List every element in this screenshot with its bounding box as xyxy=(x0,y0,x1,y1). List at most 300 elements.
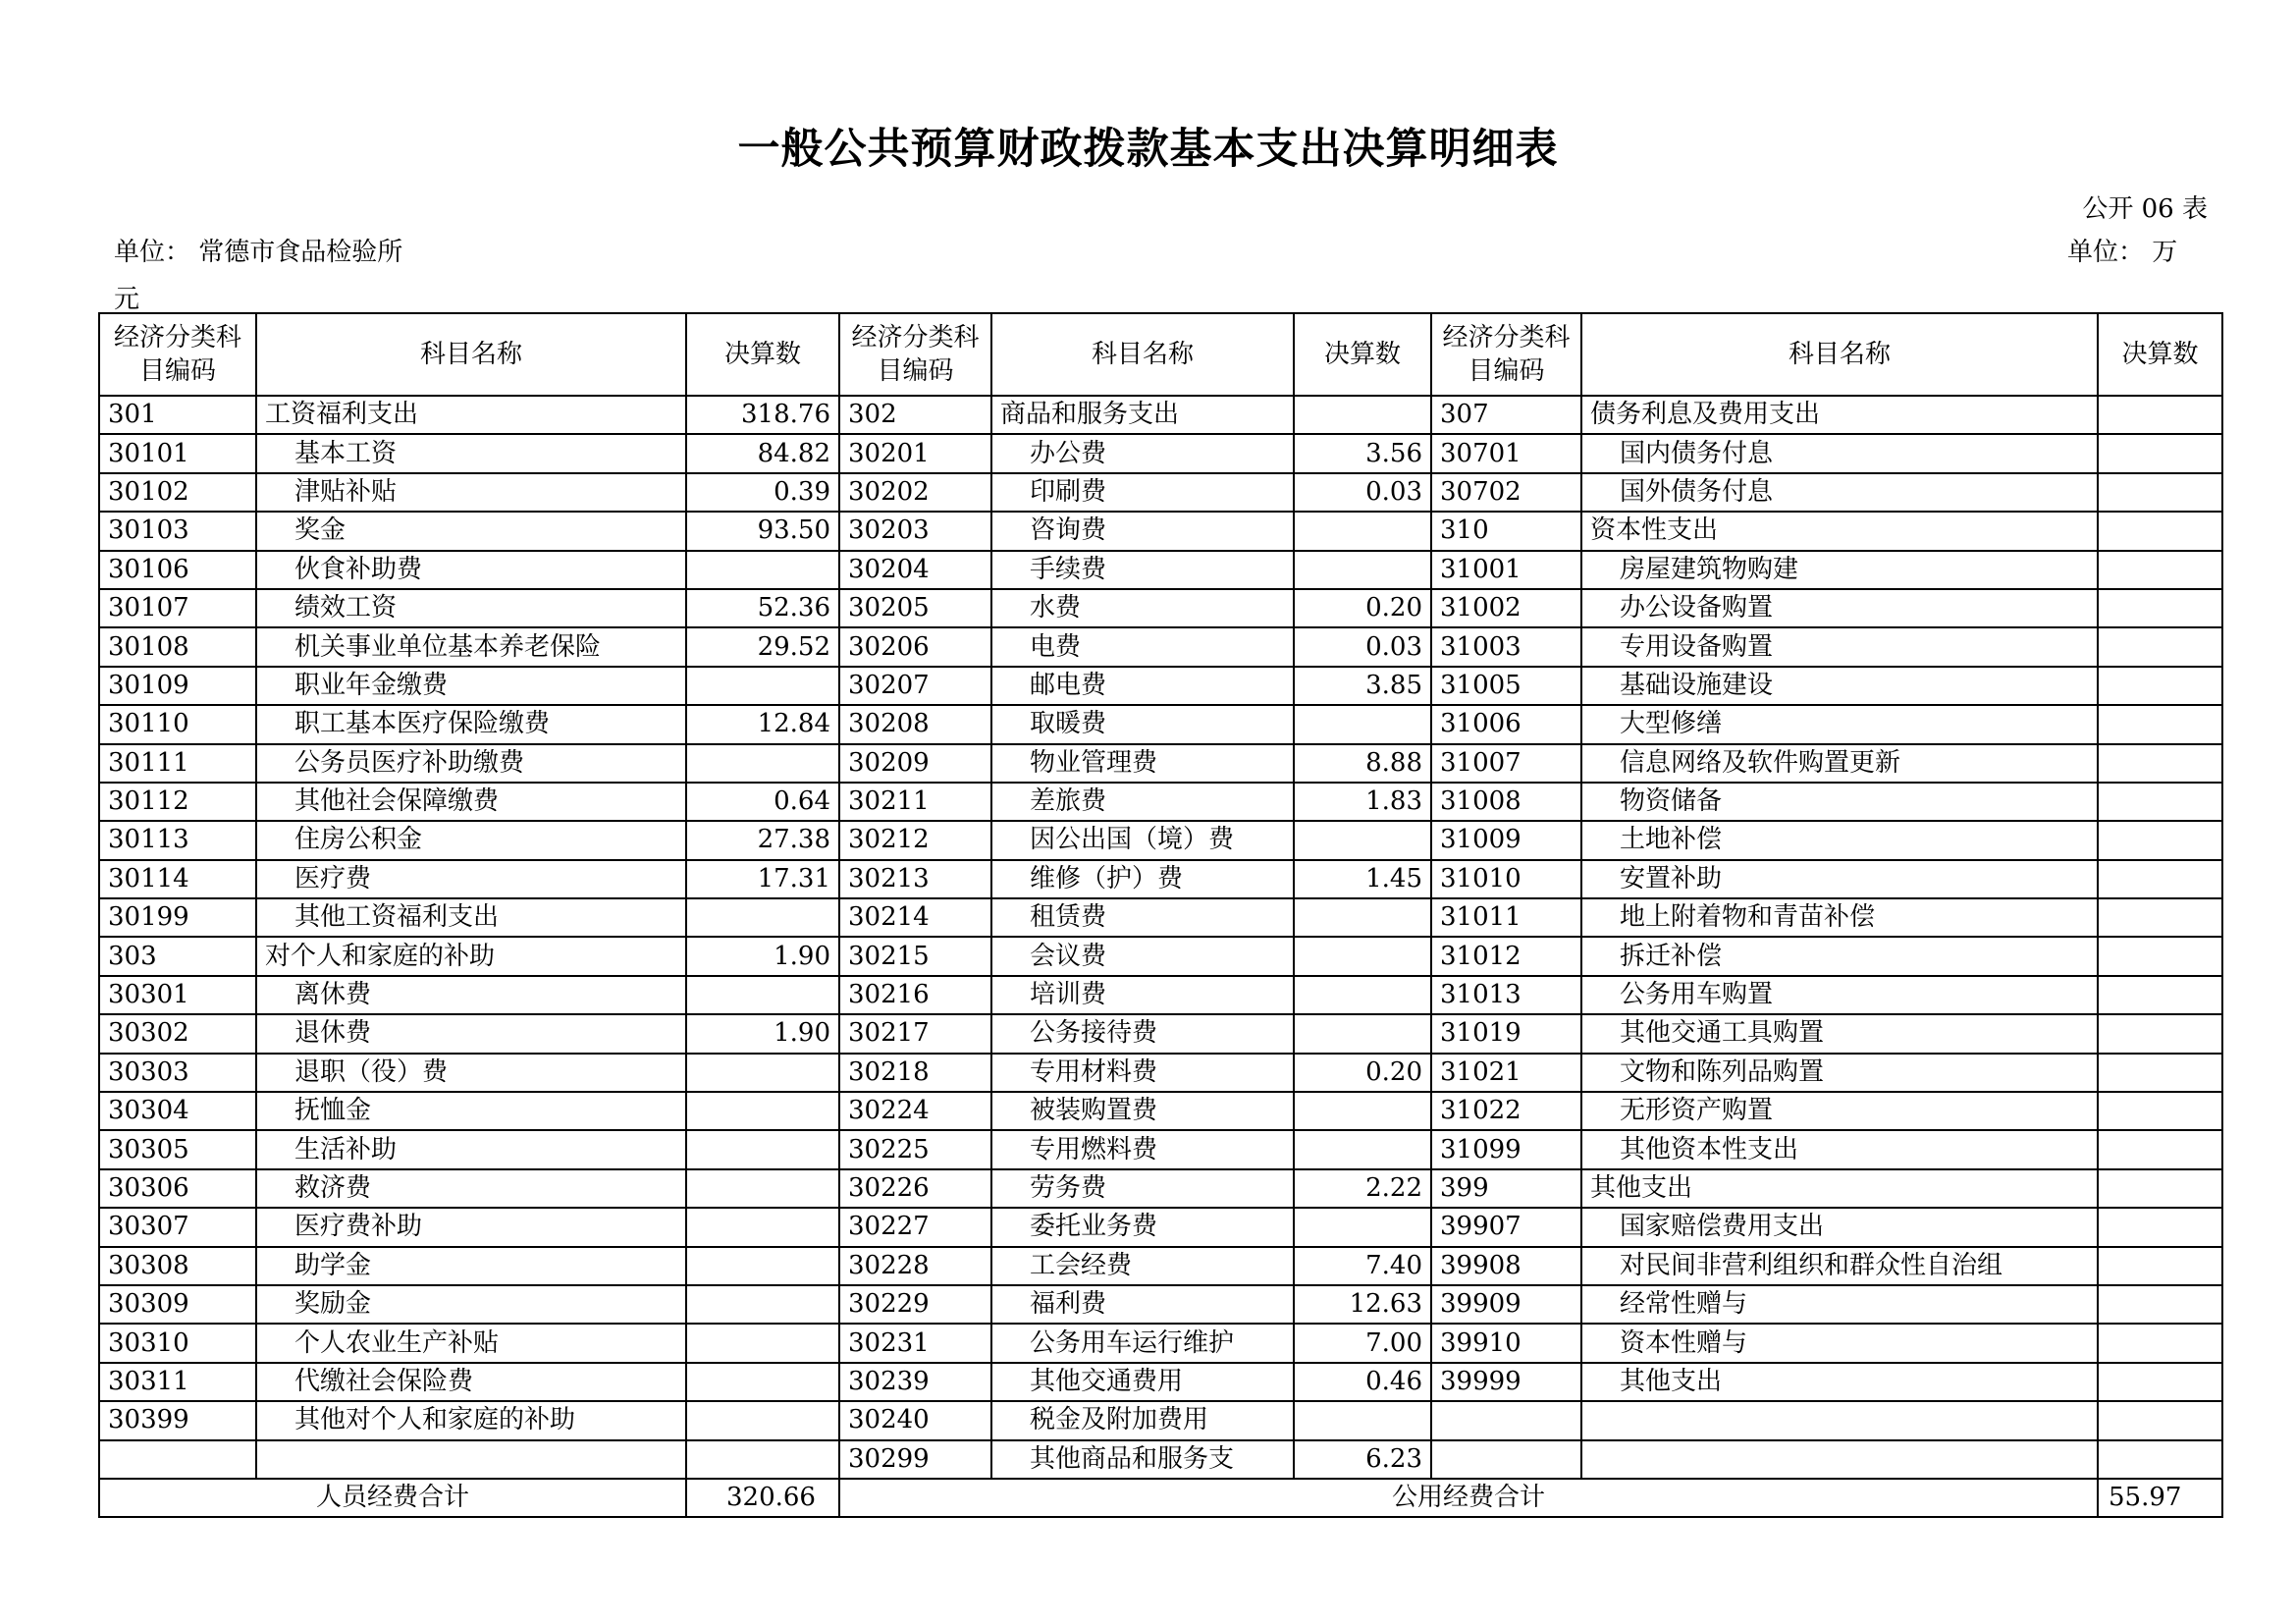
table-row xyxy=(99,512,2222,550)
amount-cell xyxy=(2098,473,2222,512)
name-cell: 房屋建筑物购建 xyxy=(1581,551,2098,589)
name-cell: 奖金 xyxy=(256,512,686,550)
amount-cell xyxy=(2098,1401,2222,1439)
name-cell: 培训费 xyxy=(991,976,1294,1014)
amount-cell: 1.83 xyxy=(1294,783,1431,821)
amount-cell xyxy=(2098,1054,2222,1092)
name-cell xyxy=(1581,1440,2098,1479)
table-row xyxy=(99,1401,2222,1439)
amount-cell: 17.31 xyxy=(686,860,839,898)
name-cell: 被装购置费 xyxy=(991,1092,1294,1130)
code-cell: 30206 xyxy=(839,627,991,666)
amount-cell: 1.90 xyxy=(686,937,839,975)
amount-cell xyxy=(686,1401,839,1439)
expenditure-table xyxy=(98,312,2223,1518)
amount-cell xyxy=(1294,396,1431,434)
amount-cell xyxy=(2098,1208,2222,1246)
code-cell: 30225 xyxy=(839,1130,991,1168)
name-cell: 印刷费 xyxy=(991,473,1294,512)
name-cell: 伙食补助费 xyxy=(256,551,686,589)
code-cell: 30310 xyxy=(99,1324,256,1362)
amount-cell xyxy=(2098,1014,2222,1053)
name-cell: 机关事业单位基本养老保险 xyxy=(256,627,686,666)
name-cell: 其他支出 xyxy=(1581,1169,2098,1208)
table-row xyxy=(99,1169,2222,1208)
amount-cell xyxy=(686,1285,839,1324)
amount-cell xyxy=(2098,1440,2222,1479)
code-cell: 30213 xyxy=(839,860,991,898)
amount-cell: 0.20 xyxy=(1294,589,1431,627)
code-cell: 30227 xyxy=(839,1208,991,1246)
amount-cell xyxy=(1294,1092,1431,1130)
name-cell: 电费 xyxy=(991,627,1294,666)
amount-cell xyxy=(1294,821,1431,859)
name-cell: 职业年金缴费 xyxy=(256,667,686,705)
currency-unit: 单位： 万 xyxy=(2067,238,2178,267)
code-cell: 30305 xyxy=(99,1130,256,1168)
code-cell: 39907 xyxy=(1431,1208,1581,1246)
code-cell: 30306 xyxy=(99,1169,256,1208)
table-row xyxy=(99,898,2222,937)
table-row xyxy=(99,473,2222,512)
totals-row xyxy=(99,1479,2222,1517)
name-cell: 物资储备 xyxy=(1581,783,2098,821)
amount-cell xyxy=(2098,627,2222,666)
code-cell: 30106 xyxy=(99,551,256,589)
amount-cell xyxy=(2098,1092,2222,1130)
code-cell: 30229 xyxy=(839,1285,991,1324)
name-cell: 差旅费 xyxy=(991,783,1294,821)
amount-cell xyxy=(2098,1363,2222,1401)
amount-cell xyxy=(1294,512,1431,550)
name-cell: 办公费 xyxy=(991,434,1294,472)
name-cell: 福利费 xyxy=(991,1285,1294,1324)
table-row xyxy=(99,937,2222,975)
table-row xyxy=(99,1092,2222,1130)
amount-cell xyxy=(686,976,839,1014)
name-cell: 委托业务费 xyxy=(991,1208,1294,1246)
code-cell: 30109 xyxy=(99,667,256,705)
name-cell: 经常性赠与 xyxy=(1581,1285,2098,1324)
amount-cell: 3.56 xyxy=(1294,434,1431,472)
amount-cell xyxy=(2098,434,2222,472)
amount-cell xyxy=(2098,744,2222,783)
name-cell: 基础设施建设 xyxy=(1581,667,2098,705)
code-cell: 31003 xyxy=(1431,627,1581,666)
table-row xyxy=(99,860,2222,898)
code-cell: 30224 xyxy=(839,1092,991,1130)
name-cell: 资本性赠与 xyxy=(1581,1324,2098,1362)
amount-cell: 12.84 xyxy=(686,705,839,743)
amount-cell: 0.03 xyxy=(1294,473,1431,512)
table-row xyxy=(99,1324,2222,1362)
code-cell: 30303 xyxy=(99,1054,256,1092)
personnel-total-value: 320.66 xyxy=(686,1479,839,1517)
amount-cell xyxy=(686,1247,839,1285)
name-cell: 住房公积金 xyxy=(256,821,686,859)
name-cell: 医疗费补助 xyxy=(256,1208,686,1246)
table-row xyxy=(99,434,2222,472)
name-cell: 国外债务付息 xyxy=(1581,473,2098,512)
code-cell: 39999 xyxy=(1431,1363,1581,1401)
name-cell: 对民间非营利组织和群众性自治组 xyxy=(1581,1247,2098,1285)
name-cell: 职工基本医疗保险缴费 xyxy=(256,705,686,743)
header-name-3: 科目名称 xyxy=(1581,313,2098,396)
code-cell: 30214 xyxy=(839,898,991,937)
name-cell: 代缴社会保险费 xyxy=(256,1363,686,1401)
name-cell: 公务员医疗补助缴费 xyxy=(256,744,686,783)
amount-cell: 7.00 xyxy=(1294,1324,1431,1362)
code-cell: 30111 xyxy=(99,744,256,783)
code-cell: 31010 xyxy=(1431,860,1581,898)
code-cell: 30201 xyxy=(839,434,991,472)
name-cell: 其他支出 xyxy=(1581,1363,2098,1401)
amount-cell xyxy=(2098,589,2222,627)
amount-cell xyxy=(686,1169,839,1208)
code-cell: 30112 xyxy=(99,783,256,821)
code-cell: 30215 xyxy=(839,937,991,975)
name-cell: 文物和陈列品购置 xyxy=(1581,1054,2098,1092)
amount-cell xyxy=(686,1130,839,1168)
amount-cell: 6.23 xyxy=(1294,1440,1431,1479)
code-cell: 30204 xyxy=(839,551,991,589)
code-cell: 31012 xyxy=(1431,937,1581,975)
amount-cell xyxy=(2098,1169,2222,1208)
amount-cell xyxy=(1294,898,1431,937)
name-cell: 大型修缮 xyxy=(1581,705,2098,743)
amount-cell xyxy=(686,1208,839,1246)
table-row xyxy=(99,783,2222,821)
amount-cell xyxy=(2098,551,2222,589)
name-cell: 工资福利支出 xyxy=(256,396,686,434)
name-cell: 其他对个人和家庭的补助 xyxy=(256,1401,686,1439)
table-row xyxy=(99,667,2222,705)
code-cell: 399 xyxy=(1431,1169,1581,1208)
amount-cell xyxy=(686,1054,839,1092)
public-total-value: 55.97 xyxy=(2098,1479,2222,1517)
name-cell: 因公出国（境）费 xyxy=(991,821,1294,859)
name-cell: 维修（护）费 xyxy=(991,860,1294,898)
name-cell: 拆迁补偿 xyxy=(1581,937,2098,975)
code-cell: 30199 xyxy=(99,898,256,937)
code-cell: 31007 xyxy=(1431,744,1581,783)
code-cell: 30231 xyxy=(839,1324,991,1362)
amount-cell: 93.50 xyxy=(686,512,839,550)
code-cell: 30217 xyxy=(839,1014,991,1053)
name-cell: 离休费 xyxy=(256,976,686,1014)
name-cell: 专用设备购置 xyxy=(1581,627,2098,666)
name-cell: 助学金 xyxy=(256,1247,686,1285)
amount-cell: 52.36 xyxy=(686,589,839,627)
amount-cell xyxy=(2098,937,2222,975)
code-cell: 30101 xyxy=(99,434,256,472)
amount-cell xyxy=(686,1363,839,1401)
code-cell: 30701 xyxy=(1431,434,1581,472)
table-row xyxy=(99,1363,2222,1401)
name-cell: 土地补偿 xyxy=(1581,821,2098,859)
name-cell xyxy=(1581,1401,2098,1439)
reporting-unit: 单位： 常德市食品检验所 xyxy=(114,238,403,267)
amount-cell xyxy=(2098,860,2222,898)
code-cell: 30114 xyxy=(99,860,256,898)
amount-cell: 29.52 xyxy=(686,627,839,666)
name-cell: 公务接待费 xyxy=(991,1014,1294,1053)
amount-cell xyxy=(1294,937,1431,975)
amount-cell xyxy=(2098,1130,2222,1168)
name-cell: 绩效工资 xyxy=(256,589,686,627)
amount-cell xyxy=(1294,551,1431,589)
amount-cell: 84.82 xyxy=(686,434,839,472)
amount-cell xyxy=(2098,705,2222,743)
table-row xyxy=(99,627,2222,666)
name-cell: 国家赔偿费用支出 xyxy=(1581,1208,2098,1246)
name-cell: 对个人和家庭的补助 xyxy=(256,937,686,975)
code-cell: 39910 xyxy=(1431,1324,1581,1362)
amount-cell: 7.40 xyxy=(1294,1247,1431,1285)
code-cell: 30228 xyxy=(839,1247,991,1285)
header-name-1: 科目名称 xyxy=(256,313,686,396)
table-row xyxy=(99,821,2222,859)
name-cell: 津贴补贴 xyxy=(256,473,686,512)
code-cell: 30110 xyxy=(99,705,256,743)
name-cell: 信息网络及软件购置更新 xyxy=(1581,744,2098,783)
amount-cell xyxy=(686,1324,839,1362)
name-cell: 邮电费 xyxy=(991,667,1294,705)
name-cell: 其他社会保障缴费 xyxy=(256,783,686,821)
public-total-label: 公用经费合计 xyxy=(839,1479,2098,1517)
amount-cell xyxy=(686,551,839,589)
code-cell: 30102 xyxy=(99,473,256,512)
amount-cell xyxy=(2098,976,2222,1014)
code-cell: 30702 xyxy=(1431,473,1581,512)
amount-cell xyxy=(686,1440,839,1479)
header-row xyxy=(99,313,2222,396)
code-cell: 307 xyxy=(1431,396,1581,434)
header-amount-2: 决算数 xyxy=(1294,313,1431,396)
name-cell: 公务用车运行维护 xyxy=(991,1324,1294,1362)
code-cell: 302 xyxy=(839,396,991,434)
amount-cell: 1.90 xyxy=(686,1014,839,1053)
name-cell: 商品和服务支出 xyxy=(991,396,1294,434)
amount-cell xyxy=(2098,783,2222,821)
header-code-3: 经济分类科目编码 xyxy=(1431,313,1581,396)
name-cell: 医疗费 xyxy=(256,860,686,898)
table-row xyxy=(99,1014,2222,1053)
code-cell: 30304 xyxy=(99,1092,256,1130)
table-row xyxy=(99,705,2222,743)
name-cell: 手续费 xyxy=(991,551,1294,589)
code-cell: 39908 xyxy=(1431,1247,1581,1285)
page-title: 一般公共预算财政拨款基本支出决算明细表 xyxy=(737,125,1559,174)
name-cell: 其他工资福利支出 xyxy=(256,898,686,937)
name-cell: 咨询费 xyxy=(991,512,1294,550)
amount-cell xyxy=(1294,1208,1431,1246)
code-cell xyxy=(1431,1440,1581,1479)
code-cell: 30108 xyxy=(99,627,256,666)
name-cell: 其他交通费用 xyxy=(991,1363,1294,1401)
amount-cell: 8.88 xyxy=(1294,744,1431,783)
name-cell: 地上附着物和青苗补偿 xyxy=(1581,898,2098,937)
code-cell: 31011 xyxy=(1431,898,1581,937)
code-cell: 310 xyxy=(1431,512,1581,550)
name-cell: 抚恤金 xyxy=(256,1092,686,1130)
code-cell: 30307 xyxy=(99,1208,256,1246)
code-cell: 31001 xyxy=(1431,551,1581,589)
name-cell: 安置补助 xyxy=(1581,860,2098,898)
name-cell xyxy=(256,1440,686,1479)
code-cell: 30211 xyxy=(839,783,991,821)
code-cell: 30308 xyxy=(99,1247,256,1285)
code-cell: 30207 xyxy=(839,667,991,705)
code-cell: 31008 xyxy=(1431,783,1581,821)
table-row xyxy=(99,589,2222,627)
code-cell: 31009 xyxy=(1431,821,1581,859)
code-cell: 30302 xyxy=(99,1014,256,1053)
code-cell: 31019 xyxy=(1431,1014,1581,1053)
code-cell: 30113 xyxy=(99,821,256,859)
code-cell xyxy=(1431,1401,1581,1439)
name-cell: 其他商品和服务支 xyxy=(991,1440,1294,1479)
name-cell: 其他资本性支出 xyxy=(1581,1130,2098,1168)
name-cell: 奖励金 xyxy=(256,1285,686,1324)
name-cell: 工会经费 xyxy=(991,1247,1294,1285)
table-row xyxy=(99,396,2222,434)
code-cell: 31013 xyxy=(1431,976,1581,1014)
code-cell: 31002 xyxy=(1431,589,1581,627)
amount-cell xyxy=(686,744,839,783)
currency-unit-continued: 元 xyxy=(114,285,140,314)
code-cell: 31006 xyxy=(1431,705,1581,743)
code-cell: 30240 xyxy=(839,1401,991,1439)
amount-cell xyxy=(2098,1285,2222,1324)
amount-cell xyxy=(2098,512,2222,550)
name-cell: 专用燃料费 xyxy=(991,1130,1294,1168)
code-cell: 31005 xyxy=(1431,667,1581,705)
code-cell: 31022 xyxy=(1431,1092,1581,1130)
code-cell: 30226 xyxy=(839,1169,991,1208)
name-cell: 生活补助 xyxy=(256,1130,686,1168)
form-number: 公开 06 表 xyxy=(2082,194,2208,224)
amount-cell: 3.85 xyxy=(1294,667,1431,705)
name-cell: 国内债务付息 xyxy=(1581,434,2098,472)
amount-cell xyxy=(2098,1247,2222,1285)
table-row xyxy=(99,976,2222,1014)
amount-cell: 12.63 xyxy=(1294,1285,1431,1324)
amount-cell: 1.45 xyxy=(1294,860,1431,898)
table-row xyxy=(99,551,2222,589)
amount-cell: 318.76 xyxy=(686,396,839,434)
name-cell: 会议费 xyxy=(991,937,1294,975)
header-amount-3: 决算数 xyxy=(2098,313,2222,396)
name-cell: 个人农业生产补贴 xyxy=(256,1324,686,1362)
amount-cell xyxy=(1294,1401,1431,1439)
amount-cell xyxy=(2098,667,2222,705)
amount-cell xyxy=(1294,976,1431,1014)
code-cell: 30212 xyxy=(839,821,991,859)
amount-cell xyxy=(686,1092,839,1130)
table-row xyxy=(99,1054,2222,1092)
code-cell: 30205 xyxy=(839,589,991,627)
amount-cell xyxy=(1294,1130,1431,1168)
table-row xyxy=(99,1247,2222,1285)
name-cell: 租赁费 xyxy=(991,898,1294,937)
code-cell: 31099 xyxy=(1431,1130,1581,1168)
name-cell: 办公设备购置 xyxy=(1581,589,2098,627)
code-cell: 30399 xyxy=(99,1401,256,1439)
amount-cell xyxy=(686,898,839,937)
amount-cell xyxy=(686,667,839,705)
amount-cell xyxy=(1294,1014,1431,1053)
name-cell: 退休费 xyxy=(256,1014,686,1053)
name-cell: 其他交通工具购置 xyxy=(1581,1014,2098,1053)
name-cell: 专用材料费 xyxy=(991,1054,1294,1092)
amount-cell: 0.20 xyxy=(1294,1054,1431,1092)
name-cell: 基本工资 xyxy=(256,434,686,472)
code-cell: 30103 xyxy=(99,512,256,550)
code-cell: 30203 xyxy=(839,512,991,550)
code-cell: 30218 xyxy=(839,1054,991,1092)
name-cell: 债务利息及费用支出 xyxy=(1581,396,2098,434)
code-cell: 30216 xyxy=(839,976,991,1014)
table-row xyxy=(99,1440,2222,1479)
table-row xyxy=(99,1208,2222,1246)
code-cell: 30311 xyxy=(99,1363,256,1401)
amount-cell xyxy=(2098,1324,2222,1362)
code-cell: 30301 xyxy=(99,976,256,1014)
name-cell: 退职（役）费 xyxy=(256,1054,686,1092)
header-name-2: 科目名称 xyxy=(991,313,1294,396)
name-cell: 救济费 xyxy=(256,1169,686,1208)
code-cell: 30309 xyxy=(99,1285,256,1324)
amount-cell xyxy=(2098,821,2222,859)
code-cell: 30107 xyxy=(99,589,256,627)
name-cell: 取暖费 xyxy=(991,705,1294,743)
code-cell: 30202 xyxy=(839,473,991,512)
amount-cell: 0.39 xyxy=(686,473,839,512)
personnel-total-label: 人员经费合计 xyxy=(99,1479,686,1517)
name-cell: 无形资产购置 xyxy=(1581,1092,2098,1130)
code-cell: 301 xyxy=(99,396,256,434)
code-cell: 31021 xyxy=(1431,1054,1581,1092)
amount-cell xyxy=(2098,396,2222,434)
code-cell: 30239 xyxy=(839,1363,991,1401)
table-row xyxy=(99,1285,2222,1324)
name-cell: 劳务费 xyxy=(991,1169,1294,1208)
name-cell: 公务用车购置 xyxy=(1581,976,2098,1014)
amount-cell: 0.03 xyxy=(1294,627,1431,666)
amount-cell: 2.22 xyxy=(1294,1169,1431,1208)
code-cell: 30299 xyxy=(839,1440,991,1479)
table-row xyxy=(99,1130,2222,1168)
header-code-2: 经济分类科目编码 xyxy=(839,313,991,396)
amount-cell: 0.64 xyxy=(686,783,839,821)
header-amount-1: 决算数 xyxy=(686,313,839,396)
name-cell: 资本性支出 xyxy=(1581,512,2098,550)
code-cell: 30209 xyxy=(839,744,991,783)
code-cell: 30208 xyxy=(839,705,991,743)
amount-cell: 27.38 xyxy=(686,821,839,859)
header-code-1: 经济分类科目编码 xyxy=(99,313,256,396)
amount-cell xyxy=(1294,705,1431,743)
name-cell: 物业管理费 xyxy=(991,744,1294,783)
amount-cell: 0.46 xyxy=(1294,1363,1431,1401)
amount-cell xyxy=(2098,898,2222,937)
name-cell: 税金及附加费用 xyxy=(991,1401,1294,1439)
table-row xyxy=(99,744,2222,783)
code-cell: 39909 xyxy=(1431,1285,1581,1324)
name-cell: 水费 xyxy=(991,589,1294,627)
code-cell: 303 xyxy=(99,937,256,975)
